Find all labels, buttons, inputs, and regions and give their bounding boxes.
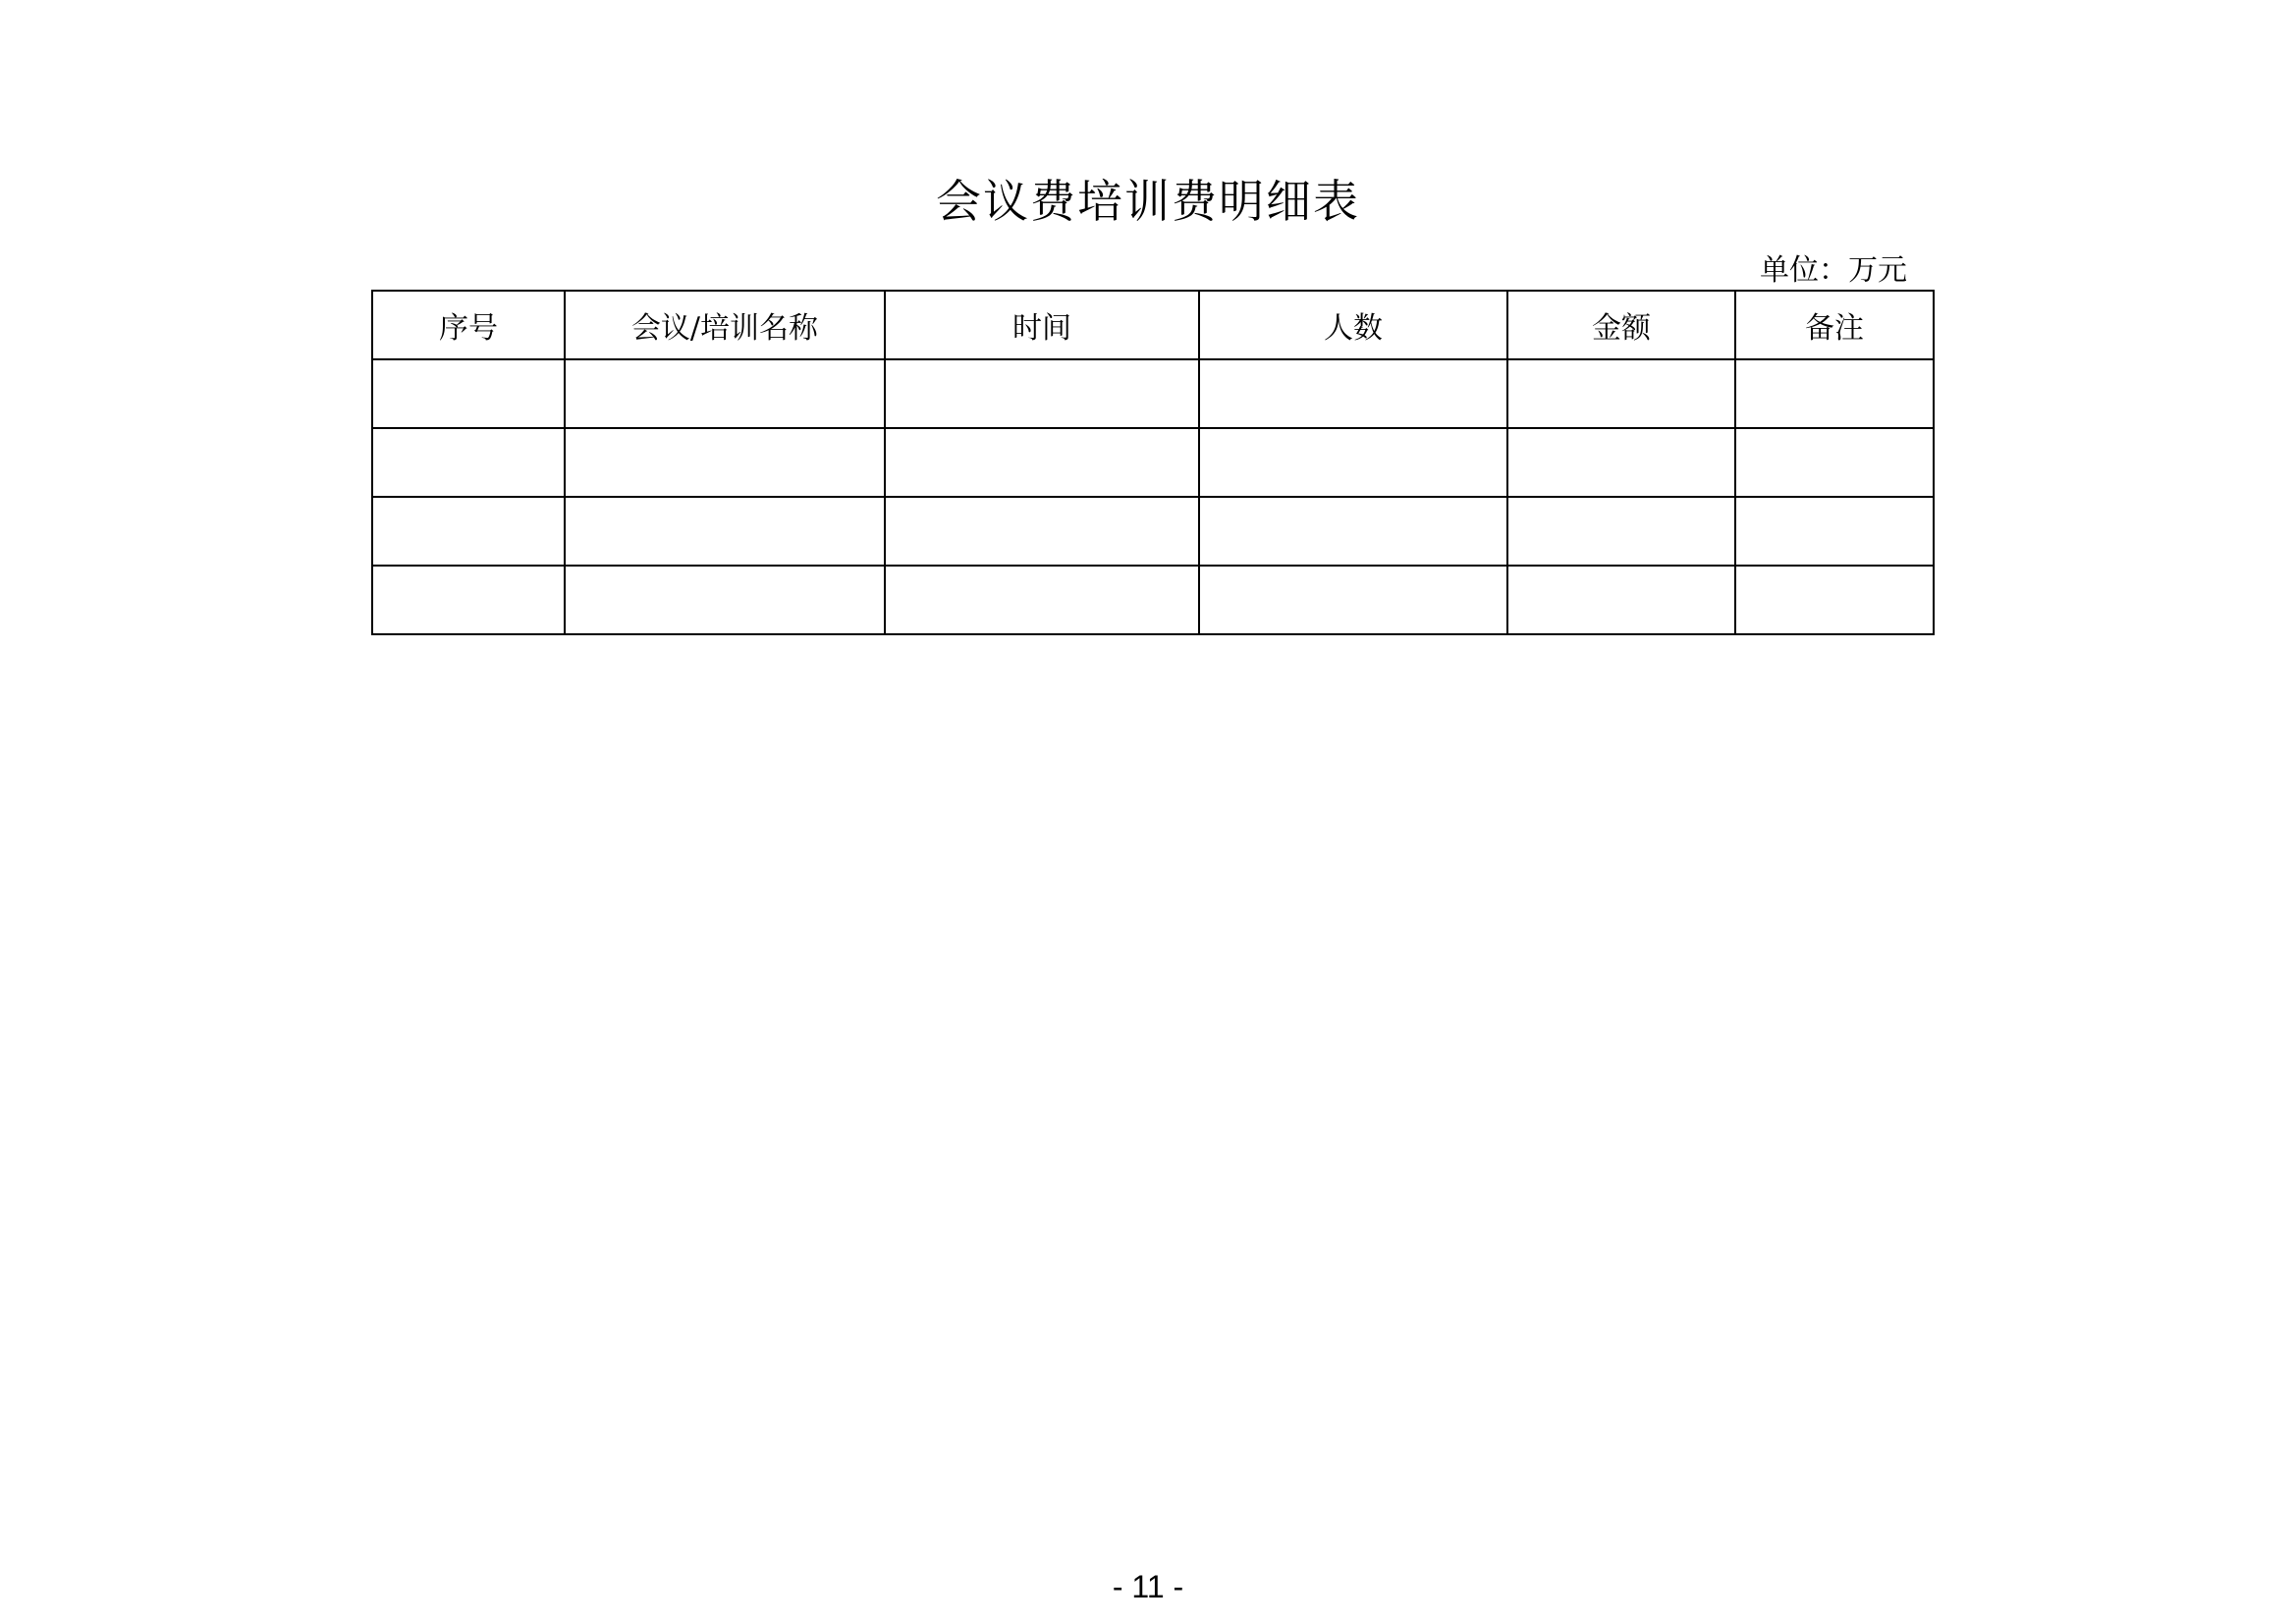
table-cell xyxy=(1735,497,1934,566)
unit-label: 单位：万元 xyxy=(1760,253,1907,288)
table-cell xyxy=(372,428,565,497)
table-cell xyxy=(1507,566,1735,634)
table-row xyxy=(372,497,1934,566)
table-cell xyxy=(565,359,885,428)
header-time: 时间 xyxy=(885,291,1199,359)
page-number: - 11 - xyxy=(1112,1569,1184,1604)
table-cell xyxy=(1735,428,1934,497)
table-cell xyxy=(565,497,885,566)
header-serial-number: 序号 xyxy=(372,291,565,359)
table-cell xyxy=(885,566,1199,634)
table-cell xyxy=(1199,428,1507,497)
table-cell xyxy=(565,428,885,497)
table-cell xyxy=(372,497,565,566)
table-cell xyxy=(372,359,565,428)
header-remarks: 备注 xyxy=(1735,291,1934,359)
table-row xyxy=(372,428,1934,497)
table-cell xyxy=(885,428,1199,497)
table-cell xyxy=(1507,359,1735,428)
table-cell xyxy=(1735,359,1934,428)
page-title: 会议费培训费明细表 xyxy=(936,175,1360,228)
table-cell xyxy=(1735,566,1934,634)
table-cell xyxy=(565,566,885,634)
table-cell xyxy=(885,497,1199,566)
table-cell xyxy=(1507,497,1735,566)
header-amount: 金额 xyxy=(1507,291,1735,359)
table-cell xyxy=(1199,566,1507,634)
expense-detail-table xyxy=(371,290,1935,635)
table-header-row xyxy=(372,291,1934,359)
table-row xyxy=(372,359,1934,428)
table-cell xyxy=(1507,428,1735,497)
table-row xyxy=(372,566,1934,634)
table-cell xyxy=(885,359,1199,428)
header-headcount: 人数 xyxy=(1199,291,1507,359)
table-cell xyxy=(372,566,565,634)
table-cell xyxy=(1199,359,1507,428)
header-meeting-training-name: 会议/培训名称 xyxy=(565,291,885,359)
table-cell xyxy=(1199,497,1507,566)
